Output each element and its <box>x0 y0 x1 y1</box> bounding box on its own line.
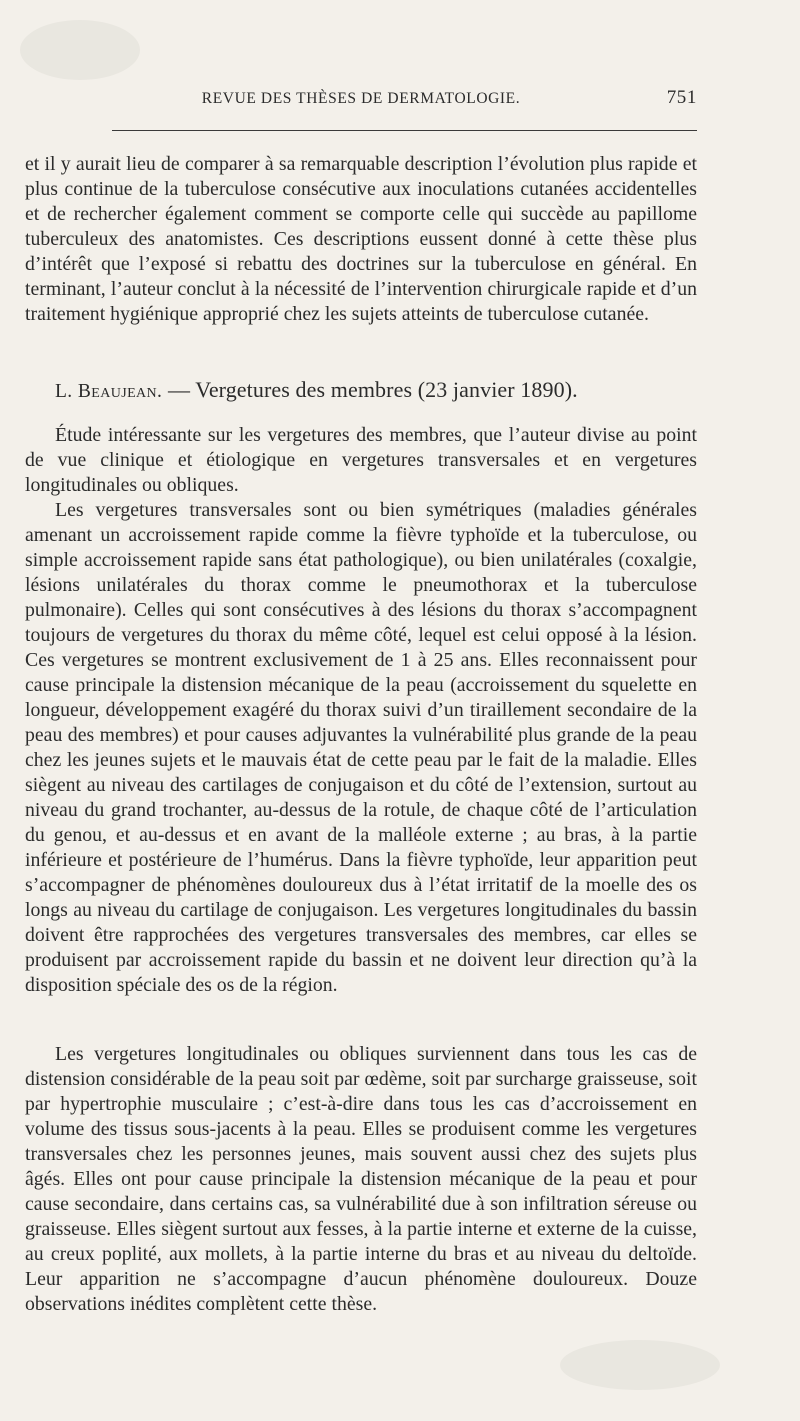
page-number: 751 <box>666 87 697 108</box>
continued-paragraph: et il y aurait lieu de comparer à sa remarquable description l’évolution plus rapide et plus continue de la tuberculose consécutive aux inoculations cutanées accidentelles et de rechercher également comment se comporte celle qui succède au papillome tuberculeux des anatomistes. Ces descriptions eussent donné à cette thèse plus d’intérêt que l’exposé si rebattu des doctrines sur la tuberculose en général. En terminant, l’auteur conclut à la nécessité de l’intervention chirurgicale rapide et d’un traitement hygiénique approprié chez les sujets atteints de tuberculose cutanée. <box>25 153 697 325</box>
body-paragraph: Étude intéressante sur les vergetures des membres, que l’auteur divise au point de vue clinique et étiologique en vergetures transversales et en vergetures longitudinales ou obliques. <box>25 424 697 496</box>
section-author: L. Beaujean. <box>55 381 163 402</box>
section-heading <box>55 375 695 407</box>
paper-stain <box>560 1340 720 1390</box>
paper-stain <box>20 20 140 80</box>
body-paragraph: Les vergetures transversales sont ou bien symétriques (maladies générales amenant un accroissement rapide comme la fièvre typhoïde et la tuberculose, ou simple accroissement rapide sans état pathologique), ou bien unilatérales (coxalgie, lésions unilatérales du thorax comme le pneumothorax et la tuberculose pulmonaire). Celles qui sont consécutives à des lésions du thorax s’accompagnent toujours de vergetures du thorax du même côté, lequel est celui opposé à la lésion. Ces vergetures se montrent exclusivement de 1 à 25 ans. Elles reconnaissent pour cause principale la distension mécanique de la peau (accroissement du squelette en longueur, développement exagéré du thorax suivi d’un tiraillement secondaire de la peau des membres) et pour causes adjuvantes la vulnérabilité plus grande de la peau chez les jeunes sujets et le mauvais état de cette peau par le fait de la maladie. Elles siègent au niveau des cartilages de conjugaison et du côté de l’extension, surtout au niveau du grand trochanter, au-dessus de la rotule, de chaque côté de l’articulation du genou, et au-dessus et en avant de la malléole externe ; au bras, à la partie inférieure et postérieure de l’humérus. Dans la fièvre typhoïde, leur apparition peut s’accompagner de phénomènes douloureux dus à l’état irritatif de la moelle des os longs au niveau du cartilage de conjugaison. Les vergetures longitudinales du bassin doivent être rapprochées des vergetures transversales des membres, car elles se produisent par accroissement rapide du bassin et ne doivent leur direction qu’à la disposition spéciale des os de la région. <box>25 499 697 996</box>
section-dash: — <box>167 377 191 402</box>
header-rule <box>112 130 697 131</box>
running-title: REVUE DES THÈSES DE DERMATOLOGIE. <box>201 90 521 107</box>
body-paragraph: Les vergetures longitudinales ou obliques surviennent dans tous les cas de distension considérable de la peau soit par œdème, soit par surcharge graisseuse, soit par hypertrophie musculaire ; c’est-à-dire dans tous les cas d’accroissement en volume des tissus sous-jacents à la peau. Elles se produisent comme les vergetures transversales chez les personnes jeunes, mais souvent aussi chez des sujets plus âgés. Elles ont pour cause principale la distension mécanique de la peau et pour cause secondaire, dans certains cas, sa vulnérabilité due à son infiltration séreuse ou graisseuse. Elles siègent surtout aux fesses, à la partie interne et externe de la cuisse, au creux poplité, aux mollets, à la partie interne du bras et au niveau du deltoïde. Leur apparition ne s’accompagne d’aucun phénomène douloureux. Douze observations inédites complètent cette thèse. <box>25 1043 697 1315</box>
section-title: Vergetures des membres (23 janvier 1890). <box>195 377 578 402</box>
running-header <box>25 87 697 118</box>
